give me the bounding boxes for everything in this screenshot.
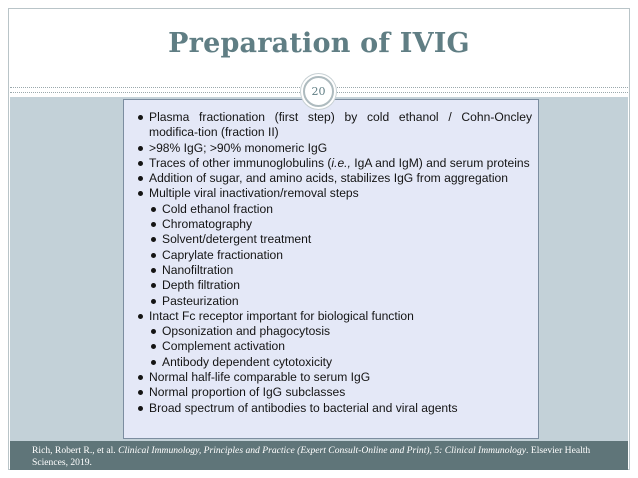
bullet-item [136, 156, 532, 171]
bullet-dot-icon [151, 344, 156, 349]
bullet-text: Plasma fractionation (first step) by cold ethanol / Cohn-Oncley modifica-tion (fraction II) [149, 110, 532, 140]
bullet-text: Cold ethanol fraction [162, 201, 273, 216]
bullet-dot-icon [151, 360, 156, 365]
bullet-dot-icon [138, 161, 143, 166]
bullet-item [136, 401, 532, 416]
bullet-text: Complement activation [162, 339, 286, 354]
bullet-dot-icon [138, 191, 143, 196]
bullet-dot-icon [138, 176, 143, 181]
bullet-item [136, 370, 532, 385]
bullet-text: Normal proportion of IgG subclasses [149, 385, 346, 400]
sub-bullet-item [136, 355, 532, 370]
bullet-text: Chromatography [162, 217, 253, 232]
bullet-text: Traces of other immunoglobulins ( [149, 155, 332, 170]
bullet-text: i.e., [331, 155, 351, 170]
bullet-text: Antibody dependent cytotoxicity [162, 354, 333, 369]
bullet-item [136, 141, 532, 156]
citation-suffix: . Elsevier Health Sciences, 2019. [32, 445, 591, 468]
bullet-item [136, 110, 532, 141]
sub-bullet-item [136, 294, 532, 309]
bullet-dot-icon [138, 146, 143, 151]
citation-footer [10, 441, 628, 470]
bullet-dot-icon [151, 299, 156, 304]
bullet-item [136, 309, 532, 324]
sub-bullet-item [136, 339, 532, 354]
bullet-dot-icon [138, 375, 143, 380]
bullet-text: Pasteurization [162, 293, 239, 308]
bullet-dot-icon [138, 314, 143, 319]
bullet-text: Nanofiltration [162, 262, 234, 277]
bullet-text: Solvent/detergent treatment [162, 232, 312, 247]
citation-prefix: Rich, Robert R., et al. [32, 445, 119, 456]
bullet-text: Normal half-life comparable to serum IgG [149, 370, 371, 385]
bullet-dot-icon [151, 283, 156, 288]
bullet-text: Addition of sugar, and amino acids, stabilizes IgG from aggregation [149, 171, 508, 186]
bullet-list [136, 110, 532, 416]
bullet-dot-icon [151, 222, 156, 227]
sub-bullet-item [136, 202, 532, 217]
bullet-text: Depth filtration [162, 278, 240, 293]
bullet-dot-icon [138, 406, 143, 411]
bullet-text: Broad spectrum of antibodies to bacterial and viral agents [149, 400, 458, 415]
slide-number: 20 [311, 85, 326, 98]
bullet-dot-icon [151, 268, 156, 273]
sub-bullet-item [136, 263, 532, 278]
bullet-dot-icon [151, 237, 156, 242]
slide-number-badge [303, 76, 334, 107]
sub-bullet-item [136, 217, 532, 232]
bullet-text: Caprylate fractionation [162, 247, 284, 262]
bullet-text: Opsonization and phagocytosis [162, 324, 331, 339]
bullet-text: >98% IgG; >90% monomeric IgG [149, 140, 328, 155]
bullet-text: Multiple viral inactivation/removal steps [149, 186, 359, 201]
bullet-dot-icon [151, 207, 156, 212]
content-panel [123, 99, 539, 439]
bullet-item [136, 385, 532, 400]
bullet-dot-icon [138, 115, 143, 120]
sub-bullet-item [136, 232, 532, 247]
slide-title: Preparation of IVIG [168, 28, 470, 59]
bullet-dot-icon [151, 329, 156, 334]
bullet-dot-icon [138, 390, 143, 395]
bullet-item [136, 186, 532, 201]
bullet-dot-icon [151, 253, 156, 258]
sub-bullet-item [136, 324, 532, 339]
bullet-text: IgA and IgM) and serum proteins [350, 155, 530, 170]
citation-book-title: Clinical Immunology, Principles and Practice (Expert Consult-Online and Print), 5: Clinical Immunology [118, 445, 527, 456]
bullet-text: Intact Fc receptor important for biological function [149, 308, 414, 323]
bullet-item [136, 171, 532, 186]
sub-bullet-item [136, 278, 532, 293]
sub-bullet-item [136, 248, 532, 263]
